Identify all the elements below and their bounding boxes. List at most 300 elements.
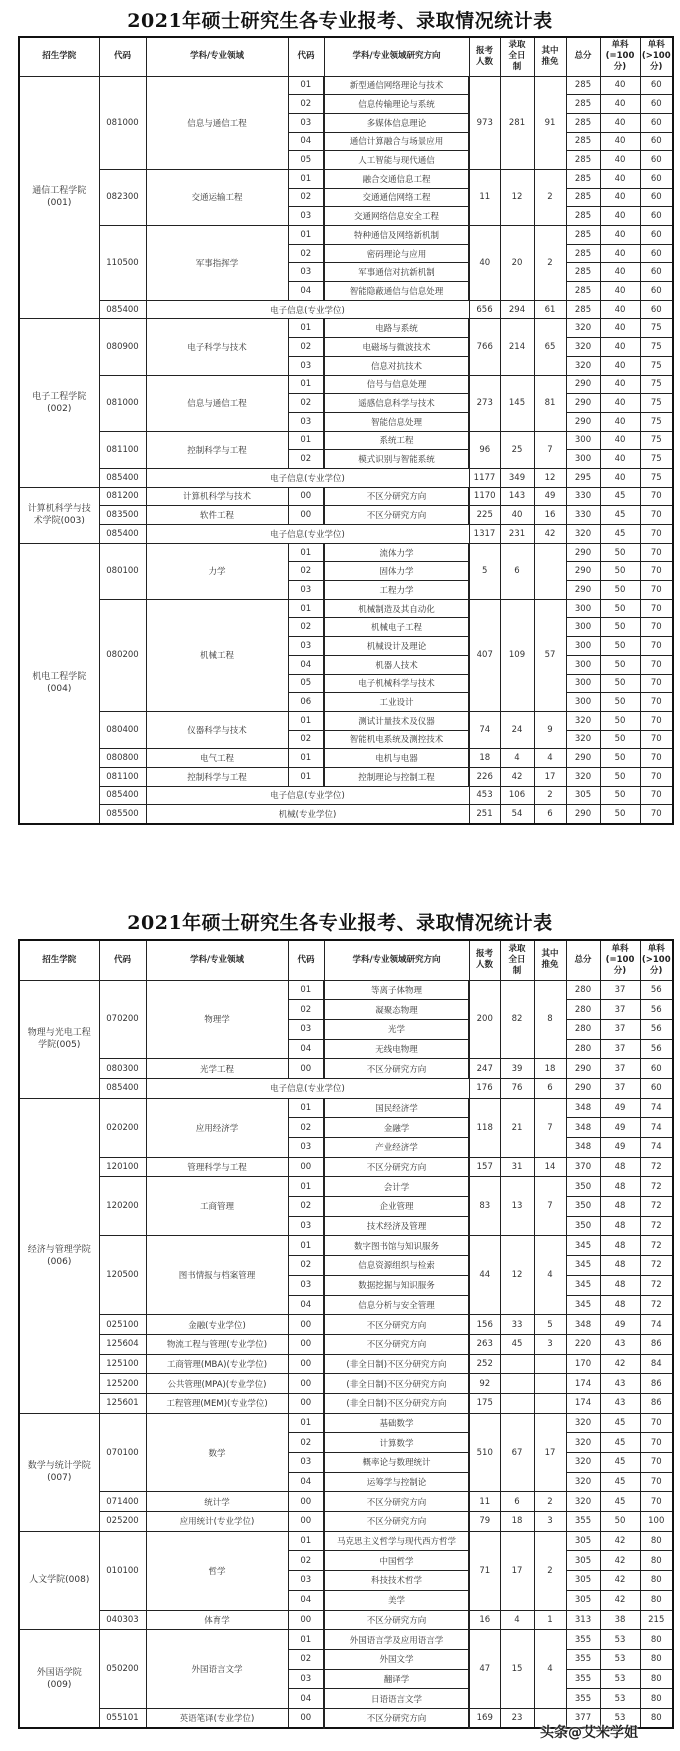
admitted-fulltime: 40 [500, 506, 534, 525]
column-header: 其中 推免 [534, 940, 566, 980]
single-subject-over-100: 60 [640, 151, 673, 170]
major-name: 哲学 [146, 1531, 288, 1610]
single-subject-over-100: 74 [640, 1118, 673, 1138]
direction-code: 01 [288, 599, 324, 618]
direction-name: 信息资源组织与检索 [324, 1256, 469, 1276]
single-subject-over-100: 70 [640, 599, 673, 618]
direction-name: 外国语言学及应用语言学 [324, 1630, 469, 1650]
single-subject-over-100: 70 [640, 730, 673, 749]
single-subject-100: 43 [600, 1334, 640, 1354]
single-subject-100: 45 [600, 1492, 640, 1512]
direction-code: 03 [288, 637, 324, 656]
total-score: 280 [566, 1000, 600, 1020]
total-score: 320 [566, 525, 600, 544]
single-subject-over-100: 70 [640, 1453, 673, 1473]
major-name: 电子信息(专业学位) [146, 1078, 469, 1098]
direction-name: (非全日制)不区分研究方向 [324, 1393, 469, 1413]
single-subject-100: 37 [600, 1039, 640, 1059]
applicants: 16 [469, 1610, 500, 1630]
direction-name: 数据挖掘与知识服务 [324, 1275, 469, 1295]
direction-code: 00 [288, 1492, 324, 1512]
direction-name: 电路与系统 [324, 319, 469, 338]
direction-name: 不区分研究方向 [324, 487, 469, 506]
single-subject-100: 40 [600, 76, 640, 95]
admitted-fulltime: 106 [500, 786, 534, 805]
exempt-recommended: 7 [534, 431, 566, 468]
major-name: 电气工程 [146, 749, 288, 768]
total-score: 355 [566, 1649, 600, 1669]
direction-code: 01 [288, 749, 324, 768]
direction-code: 03 [288, 207, 324, 226]
exempt-recommended: 2 [534, 226, 566, 301]
single-subject-over-100: 86 [640, 1334, 673, 1354]
direction-name: 日语语言文学 [324, 1689, 469, 1709]
direction-name: 外国文学 [324, 1649, 469, 1669]
single-subject-100: 53 [600, 1669, 640, 1689]
table-row [19, 525, 673, 544]
direction-name: 马克思主义哲学与现代西方哲学 [324, 1531, 469, 1551]
single-subject-100: 50 [600, 543, 640, 562]
single-subject-100: 50 [600, 749, 640, 768]
college-name: 计算机科学与技 术学院(003) [19, 487, 99, 543]
single-subject-over-100: 60 [640, 282, 673, 301]
single-subject-100: 40 [600, 394, 640, 413]
direction-code: 02 [288, 95, 324, 114]
admitted-fulltime: 33 [500, 1315, 534, 1335]
single-subject-over-100: 80 [640, 1708, 673, 1728]
single-subject-over-100: 70 [640, 1492, 673, 1512]
applicants: 226 [469, 767, 500, 786]
admitted-fulltime: 12 [500, 169, 534, 225]
table-row [19, 1059, 673, 1079]
admitted-fulltime: 15 [500, 1630, 534, 1709]
major-name: 英语笔译(专业学位) [146, 1708, 288, 1728]
column-header: 单科 (=100 分) [600, 37, 640, 76]
direction-name: 金融学 [324, 1118, 469, 1138]
table-row [19, 1492, 673, 1512]
direction-name: 无线电物理 [324, 1039, 469, 1059]
total-score: 300 [566, 431, 600, 450]
exempt-recommended: 12 [534, 468, 566, 487]
direction-name: 不区分研究方向 [324, 1334, 469, 1354]
exempt-recommended: 17 [534, 1413, 566, 1492]
single-subject-over-100: 60 [640, 226, 673, 245]
table-row [19, 749, 673, 768]
major-name: 金融(专业学位) [146, 1315, 288, 1335]
direction-name: 多媒体信息理论 [324, 113, 469, 132]
direction-code: 00 [288, 1157, 324, 1177]
admitted-fulltime: 12 [500, 1236, 534, 1315]
single-subject-over-100: 70 [640, 786, 673, 805]
direction-code: 04 [288, 655, 324, 674]
direction-name: 不区分研究方向 [324, 1512, 469, 1532]
exempt-recommended: 2 [534, 1531, 566, 1610]
direction-name: 智能机电系统及测控技术 [324, 730, 469, 749]
direction-code: 00 [288, 1354, 324, 1374]
admitted-fulltime: 214 [500, 319, 534, 375]
single-subject-over-100: 60 [640, 95, 673, 114]
total-score: 320 [566, 319, 600, 338]
single-subject-over-100: 72 [640, 1157, 673, 1177]
major-code: 080400 [99, 711, 146, 748]
single-subject-over-100: 74 [640, 1315, 673, 1335]
applicants: 156 [469, 1315, 500, 1335]
single-subject-100: 40 [600, 300, 640, 319]
major-code: 120500 [99, 1236, 146, 1315]
single-subject-100: 50 [600, 1512, 640, 1532]
single-subject-over-100: 72 [640, 1295, 673, 1315]
applicants: 1177 [469, 468, 500, 487]
column-header: 报考 人数 [469, 940, 500, 980]
single-subject-over-100: 60 [640, 169, 673, 188]
direction-code: 01 [288, 980, 324, 1000]
total-score: 330 [566, 487, 600, 506]
major-name: 光学工程 [146, 1059, 288, 1079]
direction-code: 02 [288, 188, 324, 207]
direction-code: 00 [288, 1334, 324, 1354]
exempt-recommended: 8 [534, 980, 566, 1059]
total-score: 285 [566, 226, 600, 245]
single-subject-over-100: 60 [640, 244, 673, 263]
admitted-fulltime: 4 [500, 1610, 534, 1630]
single-subject-100: 49 [600, 1315, 640, 1335]
direction-code: 01 [288, 1413, 324, 1433]
applicants: 79 [469, 1512, 500, 1532]
admitted-fulltime [500, 1354, 534, 1374]
total-score: 305 [566, 1551, 600, 1571]
major-code: 081200 [99, 487, 146, 506]
direction-code: 00 [288, 487, 324, 506]
total-score: 290 [566, 543, 600, 562]
direction-name: (非全日制)不区分研究方向 [324, 1374, 469, 1394]
column-header: 代码 [288, 37, 324, 76]
major-code: 071400 [99, 1492, 146, 1512]
single-subject-over-100: 84 [640, 1354, 673, 1374]
table-row [19, 1157, 673, 1177]
total-score: 377 [566, 1708, 600, 1728]
admitted-fulltime: 24 [500, 711, 534, 748]
single-subject-100: 45 [600, 506, 640, 525]
exempt-recommended: 1 [534, 1610, 566, 1630]
admitted-fulltime: 76 [500, 1078, 534, 1098]
table-row [19, 226, 673, 245]
single-subject-100: 50 [600, 655, 640, 674]
total-score: 285 [566, 151, 600, 170]
applicants: 169 [469, 1708, 500, 1728]
single-subject-over-100: 70 [640, 749, 673, 768]
total-score: 350 [566, 1216, 600, 1236]
table-row [19, 1393, 673, 1413]
single-subject-100: 40 [600, 244, 640, 263]
direction-name: 等离子体物理 [324, 980, 469, 1000]
admitted-fulltime: 349 [500, 468, 534, 487]
total-score: 300 [566, 637, 600, 656]
exempt-recommended: 3 [534, 1334, 566, 1354]
table-row [19, 1512, 673, 1532]
major-code: 085400 [99, 1078, 146, 1098]
admitted-fulltime: 294 [500, 300, 534, 319]
direction-name: 智能信息处理 [324, 412, 469, 431]
total-score: 345 [566, 1256, 600, 1276]
direction-code: 02 [288, 244, 324, 263]
table-row [19, 1098, 673, 1118]
single-subject-over-100: 60 [640, 132, 673, 151]
single-subject-100: 40 [600, 169, 640, 188]
single-subject-100: 50 [600, 805, 640, 824]
direction-code: 01 [288, 1177, 324, 1197]
major-name: 计算机科学与技术 [146, 487, 288, 506]
single-subject-over-100: 70 [640, 767, 673, 786]
single-subject-over-100: 56 [640, 980, 673, 1000]
header-row [19, 940, 673, 980]
total-score: 300 [566, 599, 600, 618]
direction-code: 01 [288, 767, 324, 786]
major-code: 040303 [99, 1610, 146, 1630]
major-code: 110500 [99, 226, 146, 301]
total-score: 348 [566, 1098, 600, 1118]
single-subject-over-100: 72 [640, 1177, 673, 1197]
exempt-recommended: 4 [534, 1236, 566, 1315]
single-subject-100: 40 [600, 132, 640, 151]
major-code: 081100 [99, 431, 146, 468]
major-code: 080300 [99, 1059, 146, 1079]
major-code: 080900 [99, 319, 146, 375]
single-subject-over-100: 86 [640, 1393, 673, 1413]
admitted-fulltime: 281 [500, 76, 534, 169]
direction-code: 01 [288, 76, 324, 95]
single-subject-100: 50 [600, 730, 640, 749]
total-score: 290 [566, 805, 600, 824]
total-score: 295 [566, 468, 600, 487]
single-subject-100: 37 [600, 1078, 640, 1098]
direction-name: 流体力学 [324, 543, 469, 562]
major-code: 025100 [99, 1315, 146, 1335]
table-row [19, 1630, 673, 1650]
single-subject-100: 50 [600, 711, 640, 730]
applicants: 225 [469, 506, 500, 525]
total-score: 290 [566, 394, 600, 413]
major-code: 085500 [99, 805, 146, 824]
exempt-recommended: 4 [534, 749, 566, 768]
direction-name: 不区分研究方向 [324, 1157, 469, 1177]
applicants: 766 [469, 319, 500, 375]
admitted-fulltime: 39 [500, 1059, 534, 1079]
major-name: 物理学 [146, 980, 288, 1059]
single-subject-over-100: 60 [640, 263, 673, 282]
single-subject-over-100: 60 [640, 76, 673, 95]
table-row [19, 1078, 673, 1098]
total-score: 300 [566, 450, 600, 469]
single-subject-over-100: 75 [640, 394, 673, 413]
single-subject-100: 50 [600, 581, 640, 600]
single-subject-over-100: 75 [640, 319, 673, 338]
major-code: 080200 [99, 599, 146, 711]
direction-name: 不区分研究方向 [324, 506, 469, 525]
applicants: 252 [469, 1354, 500, 1374]
direction-code: 02 [288, 1649, 324, 1669]
admitted-fulltime: 45 [500, 1334, 534, 1354]
single-subject-100: 45 [600, 1413, 640, 1433]
total-score: 290 [566, 412, 600, 431]
total-score: 280 [566, 1039, 600, 1059]
applicants: 247 [469, 1059, 500, 1079]
direction-name: 工业设计 [324, 693, 469, 712]
applicants: 1317 [469, 525, 500, 544]
single-subject-over-100: 75 [640, 412, 673, 431]
major-code: 080800 [99, 749, 146, 768]
single-subject-100: 45 [600, 525, 640, 544]
applicants: 175 [469, 1393, 500, 1413]
direction-name: 智能隐蔽通信与信息处理 [324, 282, 469, 301]
exempt-recommended: 2 [534, 1492, 566, 1512]
column-header: 录取 全日 制 [500, 940, 534, 980]
single-subject-over-100: 80 [640, 1649, 673, 1669]
direction-name: 工程力学 [324, 581, 469, 600]
column-header: 其中 推免 [534, 37, 566, 76]
single-subject-100: 40 [600, 431, 640, 450]
direction-name: 美学 [324, 1590, 469, 1610]
total-score: 285 [566, 188, 600, 207]
admitted-fulltime [500, 1374, 534, 1394]
single-subject-100: 42 [600, 1571, 640, 1591]
column-header: 报考 人数 [469, 37, 500, 76]
total-score: 174 [566, 1374, 600, 1394]
single-subject-over-100: 70 [640, 1472, 673, 1492]
direction-name: 遥感信息科学与技术 [324, 394, 469, 413]
single-subject-over-100: 80 [640, 1669, 673, 1689]
single-subject-100: 43 [600, 1393, 640, 1413]
direction-name: 信号与信息处理 [324, 375, 469, 394]
major-code: 055101 [99, 1708, 146, 1728]
admitted-fulltime: 6 [500, 543, 534, 599]
major-name: 军事指挥学 [146, 226, 288, 301]
table-row [19, 1374, 673, 1394]
direction-name: 人工智能与现代通信 [324, 151, 469, 170]
direction-code: 01 [288, 1630, 324, 1650]
single-subject-over-100: 80 [640, 1630, 673, 1650]
major-code: 125604 [99, 1334, 146, 1354]
direction-name: 控制理论与控制工程 [324, 767, 469, 786]
single-subject-over-100: 72 [640, 1236, 673, 1256]
college-name: 电子工程学院 (002) [19, 319, 99, 487]
table-row [19, 786, 673, 805]
exempt-recommended: 17 [534, 767, 566, 786]
applicants: 11 [469, 169, 500, 225]
single-subject-100: 37 [600, 1019, 640, 1039]
total-score: 355 [566, 1689, 600, 1709]
table-row [19, 767, 673, 786]
single-subject-100: 37 [600, 1000, 640, 1020]
major-code: 070100 [99, 1413, 146, 1492]
direction-code: 03 [288, 1571, 324, 1591]
admitted-fulltime: 6 [500, 1492, 534, 1512]
total-score: 320 [566, 767, 600, 786]
admitted-fulltime: 18 [500, 1512, 534, 1532]
single-subject-over-100: 60 [640, 188, 673, 207]
total-score: 320 [566, 711, 600, 730]
column-header: 代码 [99, 37, 146, 76]
applicants: 96 [469, 431, 500, 468]
direction-code: 01 [288, 711, 324, 730]
applicants: 157 [469, 1157, 500, 1177]
direction-code: 02 [288, 562, 324, 581]
exempt-recommended: 5 [534, 1315, 566, 1335]
applicants: 40 [469, 226, 500, 301]
major-name: 电子信息(专业学位) [146, 300, 469, 319]
total-score: 350 [566, 1197, 600, 1217]
single-subject-100: 40 [600, 263, 640, 282]
direction-code: 04 [288, 1689, 324, 1709]
major-code: 120100 [99, 1157, 146, 1177]
direction-name: 融合交通信息工程 [324, 169, 469, 188]
major-code: 085400 [99, 786, 146, 805]
major-name: 信息与通信工程 [146, 76, 288, 169]
header-row [19, 37, 673, 76]
direction-name: 通信计算融合与场景应用 [324, 132, 469, 151]
single-subject-100: 53 [600, 1630, 640, 1650]
admitted-fulltime: 67 [500, 1413, 534, 1492]
table-2-title: 2021年硕士研究生各专业报考、录取情况统计表 [127, 912, 553, 934]
exempt-recommended: 57 [534, 599, 566, 711]
single-subject-100: 50 [600, 599, 640, 618]
major-name: 电子信息(专业学位) [146, 468, 469, 487]
total-score: 285 [566, 263, 600, 282]
single-subject-over-100: 80 [640, 1571, 673, 1591]
column-header: 总分 [566, 940, 600, 980]
single-subject-100: 42 [600, 1531, 640, 1551]
single-subject-over-100: 70 [640, 693, 673, 712]
exempt-recommended: 7 [534, 1177, 566, 1236]
single-subject-over-100: 70 [640, 618, 673, 637]
direction-code: 00 [288, 506, 324, 525]
direction-code: 03 [288, 356, 324, 375]
direction-name: 机器人技术 [324, 655, 469, 674]
direction-code: 02 [288, 1000, 324, 1020]
single-subject-100: 53 [600, 1689, 640, 1709]
applicants: 74 [469, 711, 500, 748]
major-code: 120200 [99, 1177, 146, 1236]
direction-name: 交通网络信息安全工程 [324, 207, 469, 226]
total-score: 290 [566, 749, 600, 768]
admitted-fulltime: 54 [500, 805, 534, 824]
major-name: 应用统计(专业学位) [146, 1512, 288, 1532]
total-score: 320 [566, 1453, 600, 1473]
watermark: 头条@艾米学姐 [540, 1725, 638, 1741]
table-row [19, 1413, 673, 1433]
direction-name: 特种通信及网络新机制 [324, 226, 469, 245]
single-subject-100: 50 [600, 693, 640, 712]
direction-code: 02 [288, 1197, 324, 1217]
total-score: 355 [566, 1512, 600, 1532]
single-subject-100: 42 [600, 1590, 640, 1610]
single-subject-100: 50 [600, 786, 640, 805]
column-header: 代码 [288, 940, 324, 980]
single-subject-over-100: 72 [640, 1216, 673, 1236]
single-subject-over-100: 74 [640, 1098, 673, 1118]
single-subject-over-100: 80 [640, 1551, 673, 1571]
single-subject-100: 40 [600, 412, 640, 431]
direction-name: 密码理论与应用 [324, 244, 469, 263]
table-row [19, 1177, 673, 1197]
table-row [19, 375, 673, 394]
single-subject-over-100: 56 [640, 1039, 673, 1059]
major-name: 管理科学与工程 [146, 1157, 288, 1177]
exempt-recommended: 65 [534, 319, 566, 375]
single-subject-over-100: 60 [640, 1078, 673, 1098]
major-code: 025200 [99, 1512, 146, 1532]
single-subject-over-100: 75 [640, 431, 673, 450]
applicants: 71 [469, 1531, 500, 1610]
